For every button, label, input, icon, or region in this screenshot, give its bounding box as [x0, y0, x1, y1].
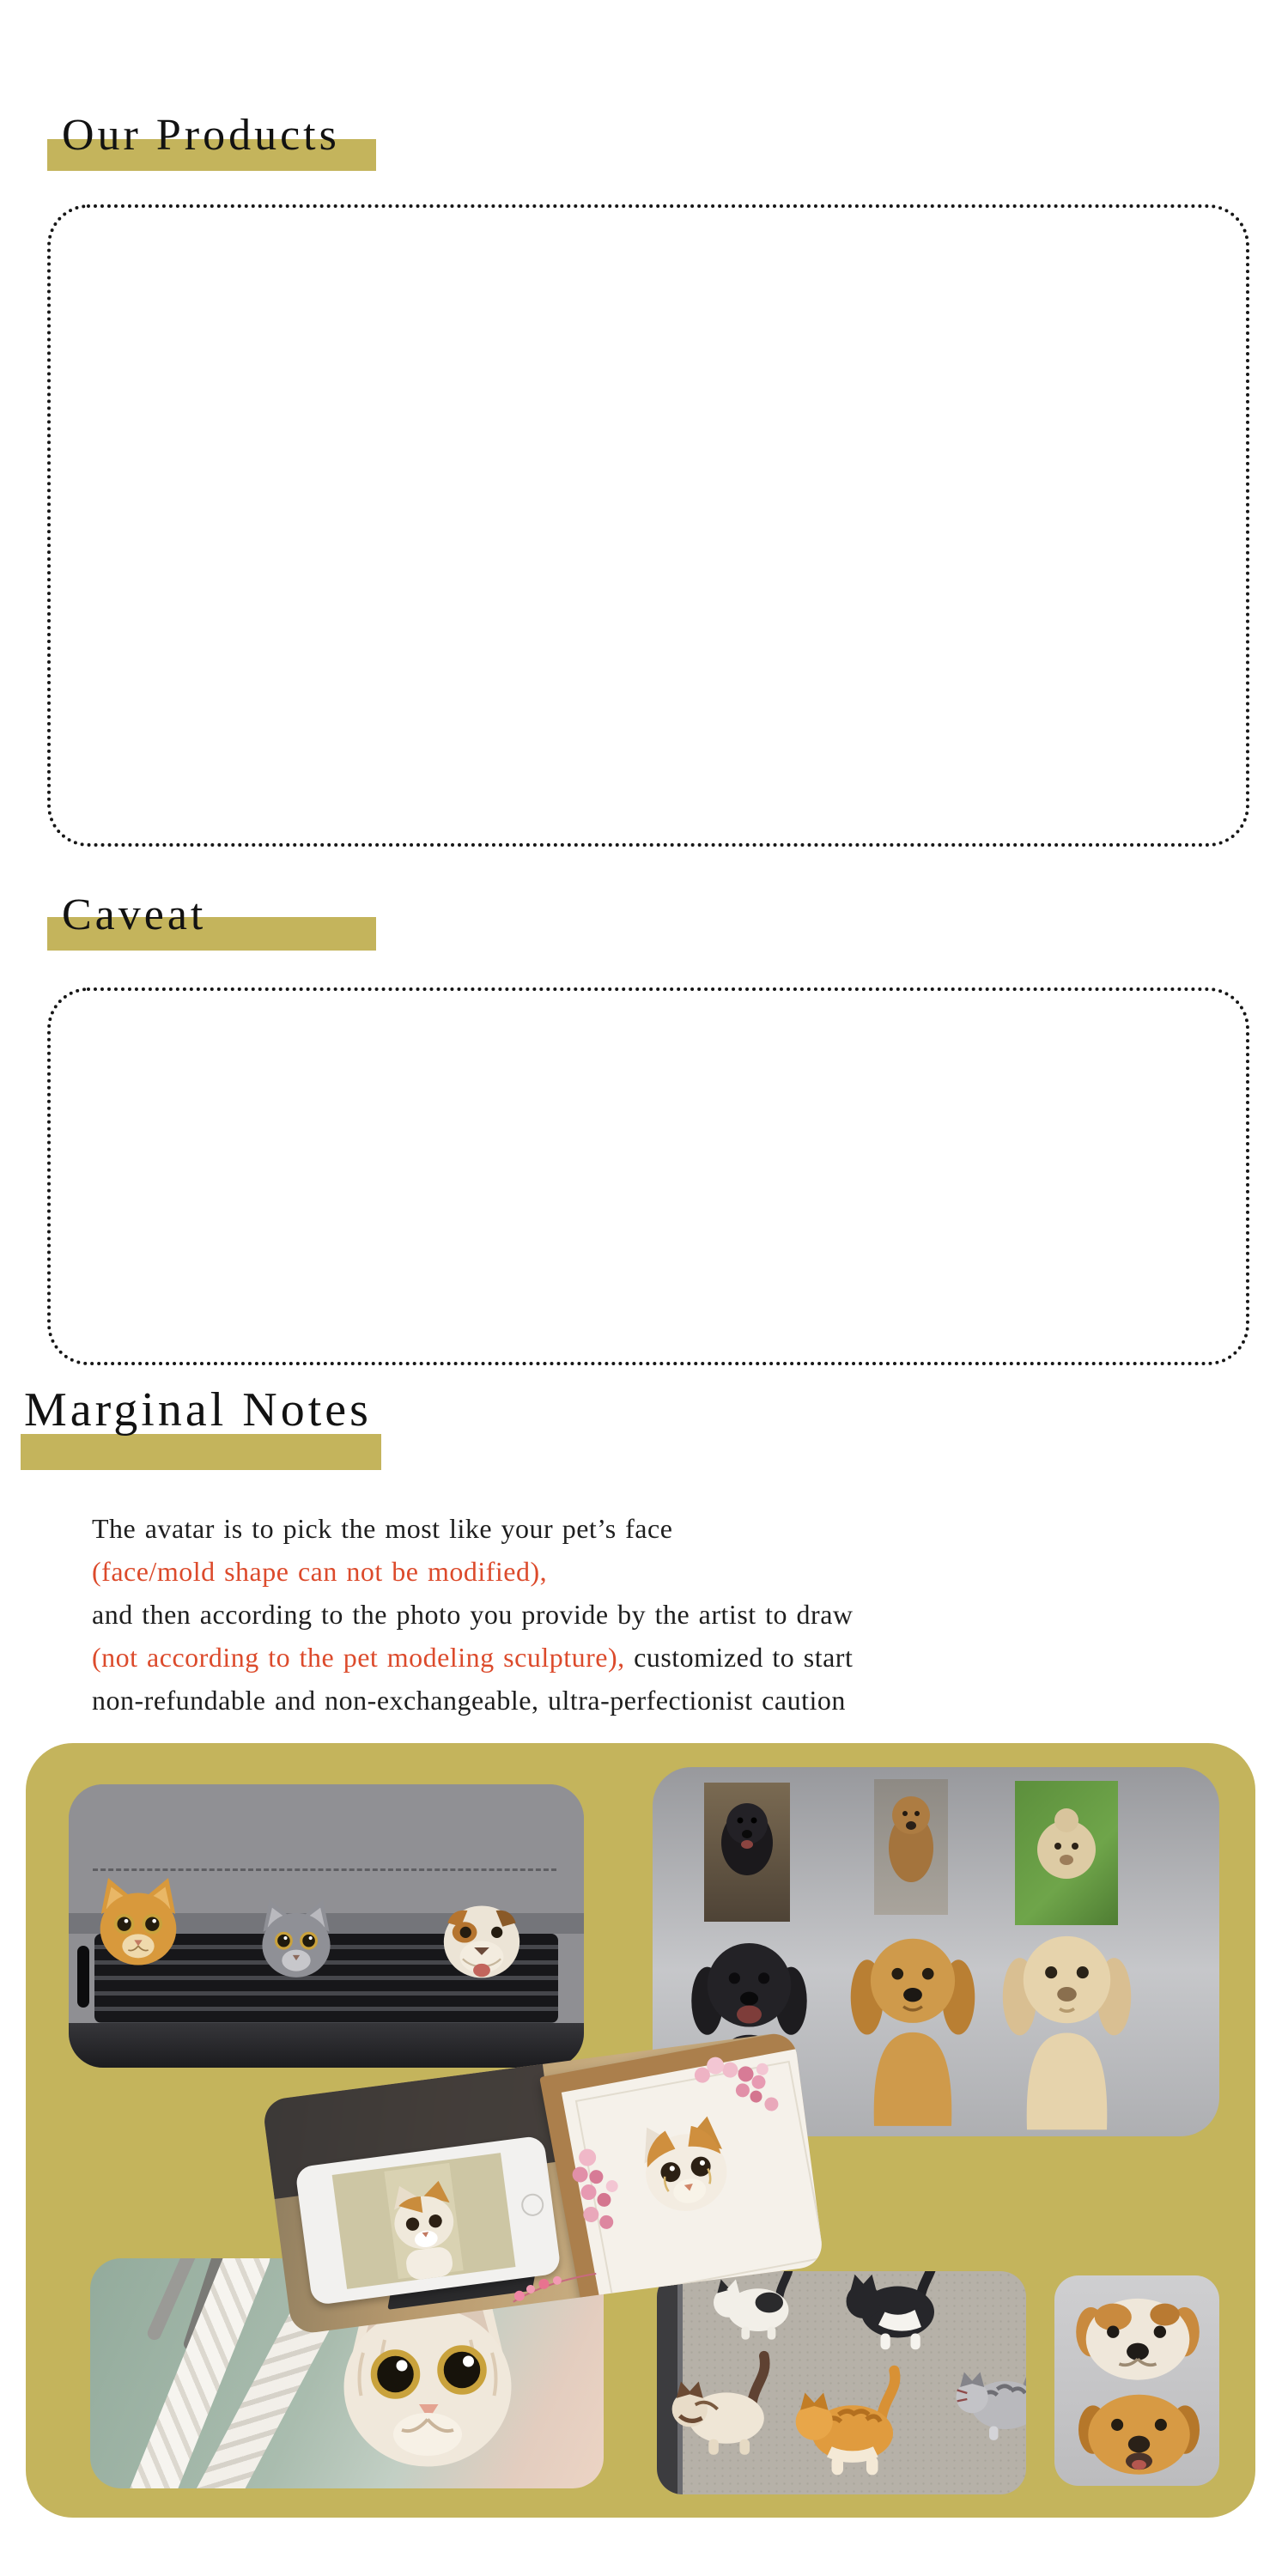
marginal-line: non-refundable and non-exchangeable, ultra-perfectionist caution	[92, 1685, 846, 1716]
golden-doodle-figurine	[848, 1923, 977, 2129]
tuxedo-cat-magnet	[835, 2271, 964, 2353]
cream-doodle-figurine	[1000, 1922, 1133, 2132]
marginal-warning-segment: (not according to the pet modeling sculpture),	[92, 1642, 625, 1673]
marginal-notes-text	[92, 1507, 854, 1722]
section-title-caveat: Caveat	[62, 890, 207, 939]
phone-screen-cat-photo	[332, 2153, 516, 2289]
grey-cat-head-figurine	[251, 1894, 342, 1980]
dashboard-lower	[69, 2023, 584, 2068]
section-title-marginal-notes: Marginal Notes	[24, 1383, 372, 1437]
sculpted-cat-head-in-frame	[622, 2103, 749, 2224]
leather-stitch-line	[93, 1868, 556, 1871]
section-title-our-products: Our Products	[62, 111, 340, 160]
golden-puppy-head	[1077, 2384, 1201, 2478]
orange-tabby-cat-magnet	[784, 2361, 926, 2477]
photo-cat-fridge-magnets	[657, 2271, 1026, 2494]
reference-photo-black-dog	[704, 1783, 790, 1922]
white-black-cat-magnet	[704, 2271, 816, 2343]
grey-tabby-cat-magnet	[947, 2342, 1026, 2445]
phone-home-button	[520, 2192, 545, 2217]
siamese-cat-magnet	[662, 2347, 795, 2458]
marginal-line: and then according to the photo you provide by the artist to draw	[92, 1599, 854, 1630]
bulldog-head-figurine	[434, 1893, 530, 1984]
reference-photo-brown-doodle	[874, 1779, 948, 1915]
marginal-line-mixed	[92, 1636, 854, 1679]
orange-cat-head-figurine	[88, 1872, 189, 1968]
marginal-line-warning: (face/mold shape can not be modified),	[92, 1556, 548, 1587]
reference-photo-cream-dog	[1015, 1781, 1118, 1925]
title-highlight-bar	[21, 1434, 381, 1470]
brown-white-puppy-head	[1073, 2287, 1202, 2384]
caveat-box	[47, 987, 1249, 1365]
marginal-plain-segment: customized to start	[624, 1642, 854, 1673]
products-box	[47, 204, 1249, 847]
photo-puppy-figurines	[1054, 2275, 1219, 2486]
photo-car-vent-pet-clips	[69, 1784, 584, 2068]
marginal-line: The avatar is to pick the most like your pet’s face	[92, 1513, 673, 1544]
